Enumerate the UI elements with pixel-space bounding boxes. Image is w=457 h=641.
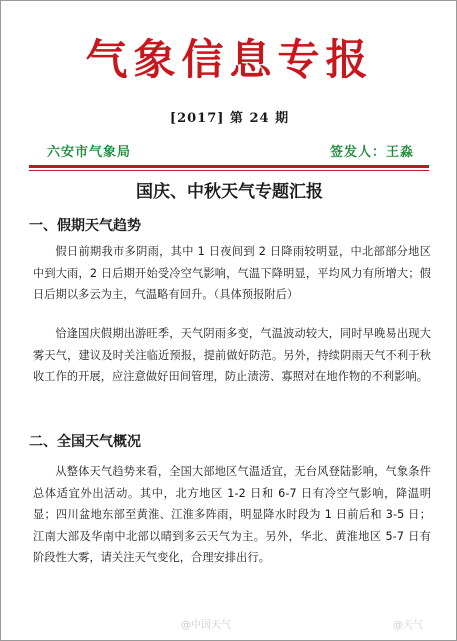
paragraph-national-overview: 从整体天气趋势来看，全国大部地区气温适宜，无台风登陆影响，气象条件总体适宜外出活动。其中，北方地区 1-2 日和 6-7 日有冷空气影响，降温明显；四川盆地东部至黄淮、江淮多阵雨，明显降水时段为 1 日前后和 3-5 日；江南大部及华南中北部以晴到多云天气为主。另外，华北、黄淮地区 5-7 日有阶段性大雾，请关注天气变化，合理安排出行。 (33, 465, 431, 564)
section-heading-holiday-trend: 一、假期天气趋势 (29, 218, 141, 234)
watermark-left: @中国天气 (181, 620, 231, 631)
paragraph-holiday-advice: 恰逢国庆假期出游旺季，天气阴雨多变，气温波动较大，同时早晚易出现大雾天气，建议及时关注临近预报，提前做好防范。另外，持续阴雨天气不利于秋收工作的开展，应注意做好田间管理，防止渍涝、寡照对在地作物的不利影响。 (33, 327, 431, 383)
paragraph-holiday-forecast: 假日前期我市多阴雨，其中 1 日夜间到 2 日降雨较明显，中北部部分地区中到大雨，2 日后期开始受冷空气影响，气温下降明显，平均风力有所增大；假日后期以多云为主，气温略有回升。（具体预报附后） (33, 245, 431, 301)
issue-number: [2017] 第 24 期 (169, 111, 290, 126)
section-heading-national-overview: 二、全国天气概况 (29, 434, 141, 450)
signer-name: 签发人：王淼 (329, 145, 414, 160)
document-title: 国庆、中秋天气专题汇报 (136, 182, 323, 202)
header-divider-thin (29, 170, 429, 171)
issuing-agency: 六安市气象局 (47, 145, 132, 160)
masthead-title: 气象信息专报 (85, 35, 374, 84)
header-divider-thick (29, 165, 429, 168)
watermark-right: @天气 (393, 620, 423, 631)
